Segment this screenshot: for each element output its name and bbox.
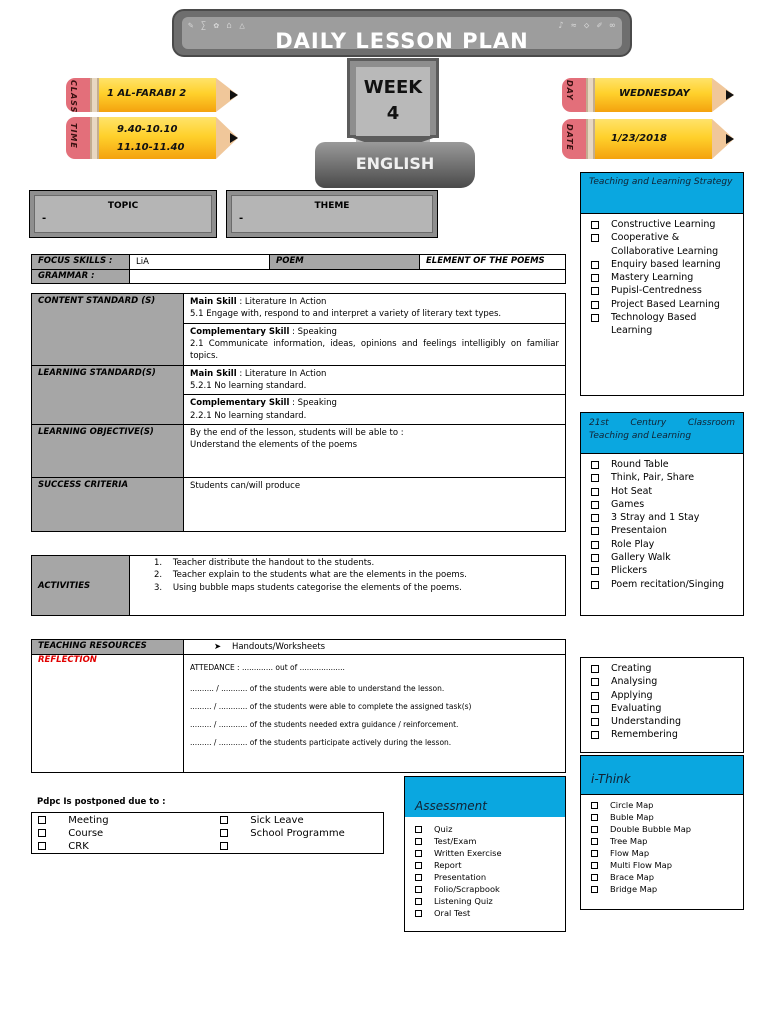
- postponed-option[interactable]: Course: [38, 827, 109, 840]
- day-eraser: DAY: [562, 78, 586, 112]
- ithink-header: [580, 755, 744, 795]
- date-pencil-body: [595, 119, 712, 159]
- ithink-item[interactable]: Brace Map: [591, 871, 737, 883]
- reflection-line: ......... / ............ of the students participate actively during the lesson.: [190, 738, 452, 748]
- lesson-plan-table: [31, 293, 566, 532]
- arrow-bullet-icon: ➤: [214, 642, 222, 652]
- grammar-value: [130, 270, 566, 284]
- assessment-item[interactable]: Test/Exam: [415, 835, 559, 847]
- strategy-list: [581, 214, 743, 342]
- assessment-item[interactable]: Oral Test: [415, 907, 559, 919]
- checkbox[interactable]: [591, 665, 599, 673]
- attendance-line: ATTEDANCE : ............. out of ...................: [190, 663, 345, 673]
- focus-skills-label: FOCUS SKILLS :: [32, 255, 130, 270]
- class-pencil: [66, 78, 238, 112]
- activities-list: [130, 556, 566, 616]
- reflection-label: REFLECTION: [32, 655, 184, 773]
- time-value-1: 9.40-10.10: [117, 124, 178, 135]
- theme-box: [226, 190, 438, 238]
- chalk-doodle-right: ♪ ≈ ◇ ✐ ∞: [558, 21, 616, 31]
- checkbox[interactable]: [591, 581, 599, 589]
- checkbox[interactable]: [591, 814, 598, 821]
- strategy-item[interactable]: Project Based Learning: [591, 298, 737, 311]
- chalk-doodle-left: ✎ ∑ ✿ ⌂ △: [188, 21, 246, 31]
- title-banner: [172, 9, 632, 57]
- century-item[interactable]: Plickers: [591, 564, 737, 577]
- checkbox[interactable]: [591, 731, 599, 739]
- checkbox[interactable]: [38, 842, 46, 850]
- postponed-option[interactable]: Meeting: [38, 814, 109, 827]
- hots-item[interactable]: Creating: [591, 662, 737, 675]
- ithink-item[interactable]: Flow Map: [591, 847, 737, 859]
- century-item[interactable]: Round Table: [591, 458, 737, 471]
- century-item[interactable]: Games: [591, 498, 737, 511]
- strategy-item[interactable]: Pupisl-Centredness: [591, 284, 737, 297]
- assessment-header: [405, 777, 565, 817]
- reflection-line: ......... / ............ of the students were able to complete the assigned task(s): [190, 702, 472, 712]
- checkbox[interactable]: [591, 314, 599, 322]
- page-title: DAILY LESSON PLAN: [275, 29, 529, 49]
- teaching-resources-value: ➤ Handouts/Worksheets: [184, 640, 566, 655]
- checkbox[interactable]: [591, 221, 599, 229]
- checkbox[interactable]: [591, 501, 599, 509]
- ithink-item[interactable]: Bridge Map: [591, 883, 737, 895]
- activities-label: ACTIVITIES: [32, 556, 130, 616]
- ithink-item[interactable]: Double Bubble Map: [591, 823, 737, 835]
- content-standard-complementary: Complementary Skill : Speaking 2.1 Communicate information, ideas, opinions and feelings intelligibly on familiar topics.: [184, 323, 566, 365]
- checkbox[interactable]: [591, 850, 598, 857]
- week-label: WEEK: [363, 77, 423, 98]
- theme-label: THEME: [314, 201, 350, 211]
- strategy-item[interactable]: Cooperative & Collaborative Learning: [591, 231, 737, 258]
- checkbox[interactable]: [591, 287, 599, 295]
- time-value-2: 11.10-11.40: [117, 142, 185, 153]
- checkbox[interactable]: [591, 461, 599, 469]
- activity-item: 3. Using bubble maps students categorise the elements of the poems.: [154, 582, 462, 593]
- assessment-item[interactable]: Quiz: [415, 823, 559, 835]
- checkbox[interactable]: [591, 886, 598, 893]
- century-item[interactable]: Gallery Walk: [591, 551, 737, 564]
- checkbox[interactable]: [591, 541, 599, 549]
- grammar-label: GRAMMAR :: [32, 270, 130, 284]
- hots-item[interactable]: Understanding: [591, 715, 737, 728]
- chalkboard: [182, 17, 622, 49]
- assessment-list: [405, 817, 565, 919]
- week-number: 4: [386, 103, 400, 124]
- time-pencil-body: [99, 117, 216, 159]
- checkbox[interactable]: [591, 261, 599, 269]
- hots-item[interactable]: Analysing: [591, 675, 737, 688]
- poem-label: POEM: [270, 255, 420, 270]
- success-criteria-label: SUCCESS CRITERIA: [32, 477, 184, 531]
- strategy-panel: [580, 214, 744, 396]
- checkbox[interactable]: [591, 826, 598, 833]
- checkbox[interactable]: [591, 488, 599, 496]
- checkbox[interactable]: [591, 678, 599, 686]
- activity-item: 2. Teacher explain to the students what are the elements in the poems.: [154, 570, 467, 581]
- activity-item: 1. Teacher distribute the handout to the students.: [154, 558, 375, 568]
- postponed-option[interactable]: CRK: [38, 840, 109, 853]
- ithink-title: i-Think: [591, 772, 631, 786]
- reflection-line: .......... / ........... of the students were able to understand the lesson.: [190, 684, 445, 694]
- century-panel: [580, 454, 744, 616]
- strategy-item[interactable]: Enquiry based learning: [591, 258, 737, 271]
- century-item[interactable]: Presentaion: [591, 524, 737, 537]
- reflection-body: [184, 655, 566, 773]
- resources-reflection-table: [31, 639, 566, 773]
- ithink-item[interactable]: Buble Map: [591, 811, 737, 823]
- activities-table: [31, 555, 566, 616]
- learning-standard-complementary: Complementary Skill : Speaking 2.2.1 No learning standard.: [184, 395, 566, 425]
- content-standard-main: Main Skill : Literature In Action 5.1 Engage with, respond to and interpret a variety of literary text types.: [184, 294, 566, 324]
- century-list: [581, 454, 743, 595]
- checkbox[interactable]: [415, 874, 422, 881]
- time-pencil: [66, 117, 238, 159]
- checkbox[interactable]: [415, 862, 422, 869]
- teaching-resources-label: TEACHING RESOURCES: [32, 640, 184, 655]
- strategy-item[interactable]: Constructive Learning: [591, 218, 737, 231]
- ithink-panel: [580, 795, 744, 910]
- assessment-item[interactable]: Written Exercise: [415, 847, 559, 859]
- century-item[interactable]: Think, Pair, Share: [591, 471, 737, 484]
- checkbox[interactable]: [591, 527, 599, 535]
- day-pencil: [562, 78, 734, 112]
- class-value: 1 AL-FARABI 2: [107, 88, 187, 99]
- century-item[interactable]: Role Play: [591, 538, 737, 551]
- checkbox[interactable]: [591, 474, 599, 482]
- focus-skills-table: [31, 254, 566, 284]
- postponed-option[interactable]: Sick Leave: [220, 814, 345, 827]
- hots-item[interactable]: Remembering: [591, 728, 737, 741]
- checkbox[interactable]: [591, 234, 599, 242]
- assessment-item[interactable]: Report: [415, 859, 559, 871]
- postponed-box: [31, 812, 384, 854]
- century-title: 21st Century Classroom Teaching and Learning: [589, 418, 735, 441]
- ithink-item[interactable]: Multi Flow Map: [591, 859, 737, 871]
- checkbox[interactable]: [591, 718, 599, 726]
- checkbox[interactable]: [415, 838, 422, 845]
- checkbox[interactable]: [38, 816, 46, 824]
- checkbox[interactable]: [591, 301, 599, 309]
- assessment-item[interactable]: Listening Quiz: [415, 895, 559, 907]
- learning-objective-value: By the end of the lesson, students will be able to : Understand the elements of the poems: [184, 424, 566, 477]
- assessment-item[interactable]: Presentation: [415, 871, 559, 883]
- day-pencil-body: [595, 78, 712, 112]
- theme-value: -: [239, 213, 244, 224]
- learning-objective-label: LEARNING OBJECTIVE(S): [32, 424, 184, 477]
- century-item[interactable]: 3 Stray and 1 Stay: [591, 511, 737, 524]
- checkbox[interactable]: [591, 274, 599, 282]
- postponed-option[interactable]: School Programme: [220, 827, 345, 840]
- topic-value: -: [42, 213, 47, 224]
- checkbox[interactable]: [415, 910, 422, 917]
- subject-label: ENGLISH: [355, 154, 435, 173]
- checkbox[interactable]: [591, 838, 598, 845]
- century-header: [580, 412, 744, 454]
- ithink-item[interactable]: Tree Map: [591, 835, 737, 847]
- poem-value: ELEMENT OF THE POEMS: [420, 255, 566, 270]
- date-pencil: [562, 119, 734, 159]
- checkbox[interactable]: [591, 705, 599, 713]
- week-badge: [347, 58, 439, 138]
- day-value: WEDNESDAY: [619, 88, 690, 99]
- checkbox[interactable]: [591, 802, 598, 809]
- success-criteria-value: Students can/will produce: [184, 477, 566, 531]
- checkbox[interactable]: [591, 874, 598, 881]
- learning-standard-main: Main Skill : Literature In Action 5.2.1 No learning standard.: [184, 365, 566, 395]
- century-item[interactable]: Hot Seat: [591, 485, 737, 498]
- content-standard-label: CONTENT STANDARD (S): [32, 294, 184, 366]
- date-value: 1/23/2018: [611, 133, 668, 144]
- strategy-item[interactable]: Technology Based Learning: [591, 311, 737, 338]
- checkbox[interactable]: [220, 842, 228, 850]
- topic-label: TOPIC: [107, 201, 139, 211]
- hots-item[interactable]: Evaluating: [591, 702, 737, 715]
- hots-list: [581, 658, 743, 746]
- century-item[interactable]: Poem recitation/Singing: [591, 578, 737, 591]
- ithink-list: [581, 795, 743, 895]
- assessment-item[interactable]: Folio/Scrapbook: [415, 883, 559, 895]
- strategy-header: [580, 172, 744, 214]
- time-eraser: TIME: [66, 117, 90, 159]
- subject-scroll: [315, 142, 475, 188]
- strategy-title: Teaching and Learning Strategy: [589, 177, 733, 187]
- assessment-panel: [404, 776, 566, 932]
- checkbox[interactable]: [591, 567, 599, 575]
- focus-skills-value: LiA: [130, 255, 270, 270]
- learning-standard-label: LEARNING STANDARD(S): [32, 365, 184, 424]
- postponed-option[interactable]: [220, 840, 345, 853]
- checkbox[interactable]: [591, 514, 599, 522]
- checkbox[interactable]: [591, 862, 598, 869]
- class-pencil-body: [99, 78, 216, 112]
- checkbox[interactable]: [220, 816, 228, 824]
- postponed-label: Pdpc Is postponed due to :: [37, 797, 166, 807]
- date-eraser: DATE: [562, 119, 586, 159]
- checkbox[interactable]: [415, 898, 422, 905]
- hots-item[interactable]: Applying: [591, 689, 737, 702]
- ithink-item[interactable]: Circle Map: [591, 799, 737, 811]
- checkbox[interactable]: [220, 829, 228, 837]
- assessment-title: Assessment: [415, 799, 487, 813]
- checkbox[interactable]: [591, 692, 599, 700]
- checkbox[interactable]: [415, 886, 422, 893]
- checkbox[interactable]: [415, 850, 422, 857]
- class-eraser: CLASS: [66, 78, 90, 112]
- checkbox[interactable]: [38, 829, 46, 837]
- reflection-line: ......... / ............ of the students needed extra guidance / reinforcement.: [190, 720, 459, 730]
- checkbox[interactable]: [591, 554, 599, 562]
- topic-box: [29, 190, 217, 238]
- checkbox[interactable]: [415, 826, 422, 833]
- strategy-item[interactable]: Mastery Learning: [591, 271, 737, 284]
- hots-panel: [580, 657, 744, 753]
